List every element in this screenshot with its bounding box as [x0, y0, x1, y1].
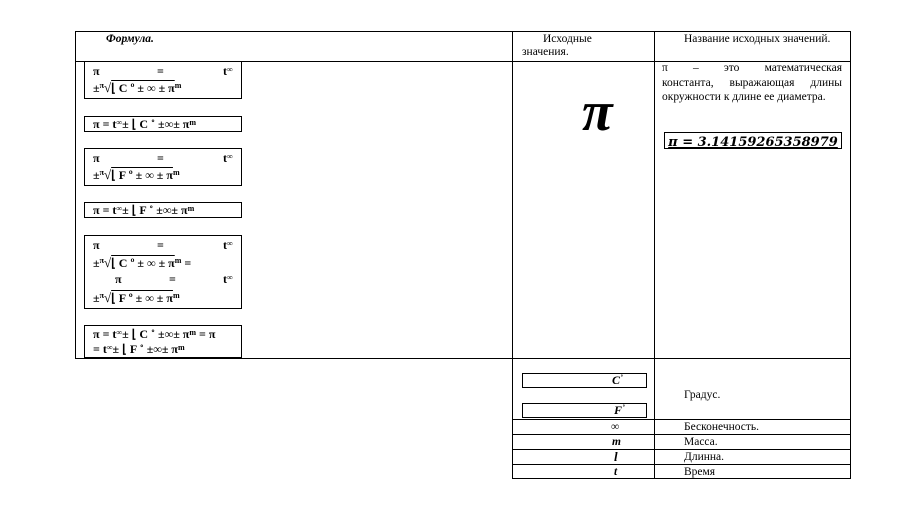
table-border-left	[75, 31, 76, 359]
header-names: Название исходных значений.	[684, 33, 831, 45]
mass-symbol: m	[612, 436, 621, 448]
formula-box-5: π = t∞ ±$^\pi$√⌊ C º ± ∞ ± $\pi^m$ = π = t∞ ±$^\pi$√⌊ F º ± ∞ ± $\pi^m$	[84, 235, 242, 309]
table-border-main-bottom	[75, 358, 851, 359]
units-row-border-1	[512, 419, 851, 420]
infinity-name: Бесконечность.	[684, 421, 760, 433]
infinity-symbol: ∞	[611, 421, 620, 433]
description-text: π – это математическая константа, выражающая длины окружности к длине ее диаметра.	[662, 62, 842, 103]
table-border-right	[850, 31, 851, 479]
table-border-col1	[512, 31, 513, 479]
units-row-border-5	[512, 478, 851, 479]
fahrenheit-box: F˚	[522, 403, 647, 418]
pi-value-box	[664, 132, 842, 149]
pi-value: π = 3.14159265358979	[668, 135, 838, 150]
length-name: Длинна.	[684, 451, 725, 463]
pi-symbol: π	[582, 81, 613, 143]
formula-box-2: π = t∞± ⌊ C ˚ ±∞± $\pi^m$	[84, 116, 242, 132]
formula-box-3: π = t∞ ±$^\pi$√⌊ F º ± ∞ ± $\pi^m$	[84, 148, 242, 186]
celsius-box: C˚	[522, 373, 647, 388]
table-border-top	[75, 31, 851, 32]
formula-box-4: π = t∞± ⌊ F ˚ ±∞± $\pi^m$	[84, 202, 242, 218]
mass-name: Масса.	[684, 436, 718, 448]
units-row-border-3	[512, 449, 851, 450]
formula-box-6: π = t∞± ⌊ C ˚ ±∞± $\pi^m = \pi$ = t∞± ⌊ F ˚ ±∞± $\pi^m$	[84, 325, 242, 358]
time-symbol: t	[614, 466, 618, 478]
table-border-col2	[654, 31, 655, 479]
units-row-border-2	[512, 434, 851, 435]
length-symbol: l	[614, 449, 618, 464]
units-row-border-4	[512, 464, 851, 465]
time-name: Время	[684, 466, 716, 478]
header-source-values-2: значения.	[522, 46, 569, 58]
formula-box-1: π = t∞ ±$^\pi$√⌊ C º ± ∞ ± $\pi^m$	[84, 61, 242, 99]
header-formula: Формула.	[106, 33, 154, 45]
header-source-values-1: Исходные	[543, 33, 592, 45]
degree-label: Градус.	[684, 389, 721, 401]
